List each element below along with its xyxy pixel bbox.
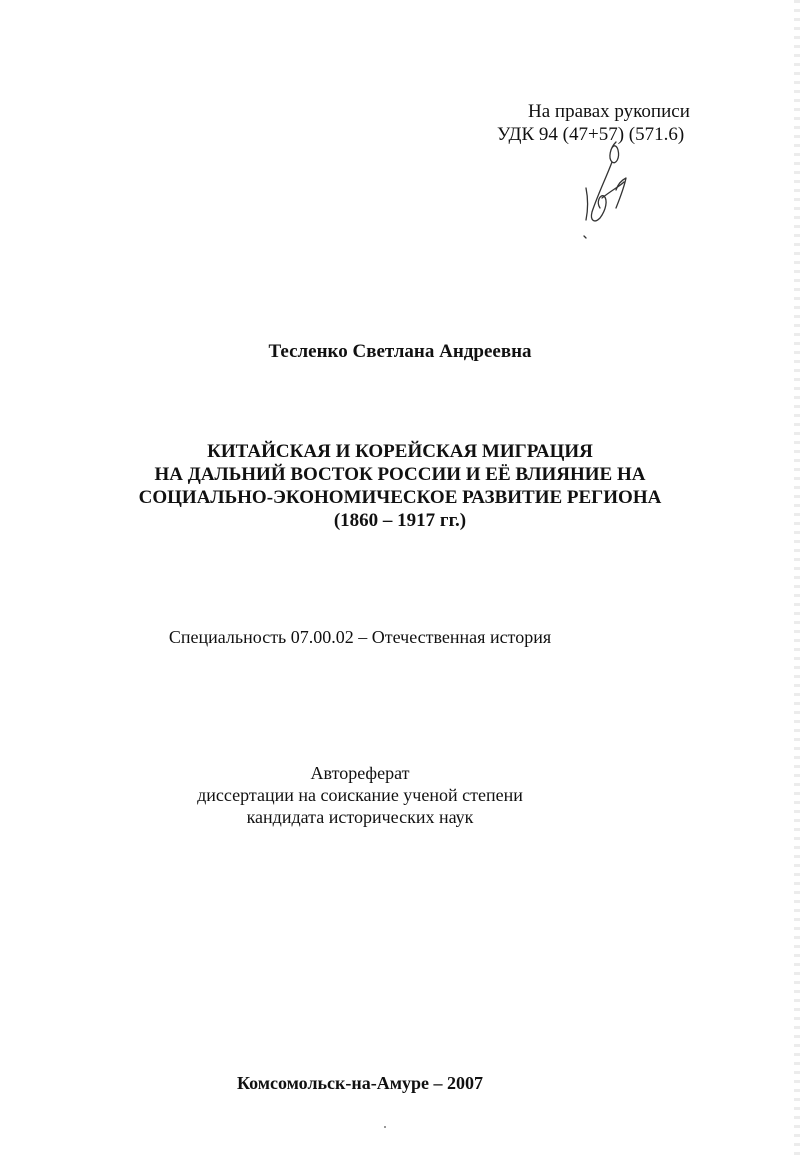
title-line: НА ДАЛЬНИЙ ВОСТОК РОССИИ И ЕЁ ВЛИЯНИЕ НА (154, 464, 646, 485)
handwritten-signature (572, 128, 642, 248)
abstract-degree-line: диссертации на соискание ученой степени (197, 785, 523, 805)
rights-notice: На правах рукописи (528, 101, 690, 122)
scan-edge-shadow (794, 0, 800, 1159)
abstract-field-line: кандидата исторических наук (246, 807, 474, 827)
abstract-info (0, 762, 720, 828)
title-line: КИТАЙСКАЯ И КОРЕЙСКАЯ МИГРАЦИЯ (207, 441, 593, 462)
author-name: Тесленко Светлана Андреевна (268, 341, 532, 362)
city-year: Комсомольск-на-Амуре – 2007 (236, 1073, 484, 1093)
title-line: СОЦИАЛЬНО-ЭКОНОМИЧЕСКОЕ РАЗВИТИЕ РЕГИОНА (138, 487, 662, 508)
title-years: (1860 – 1917 гг.) (333, 510, 467, 531)
dissertation-title (0, 440, 800, 532)
abstract-label: Автореферат (310, 763, 410, 783)
specialty-line: Специальность 07.00.02 – Отечественная история (168, 627, 552, 647)
udc-code: УДК 94 (47+57) (571.6) (497, 124, 685, 145)
scan-speck (384, 1126, 386, 1128)
